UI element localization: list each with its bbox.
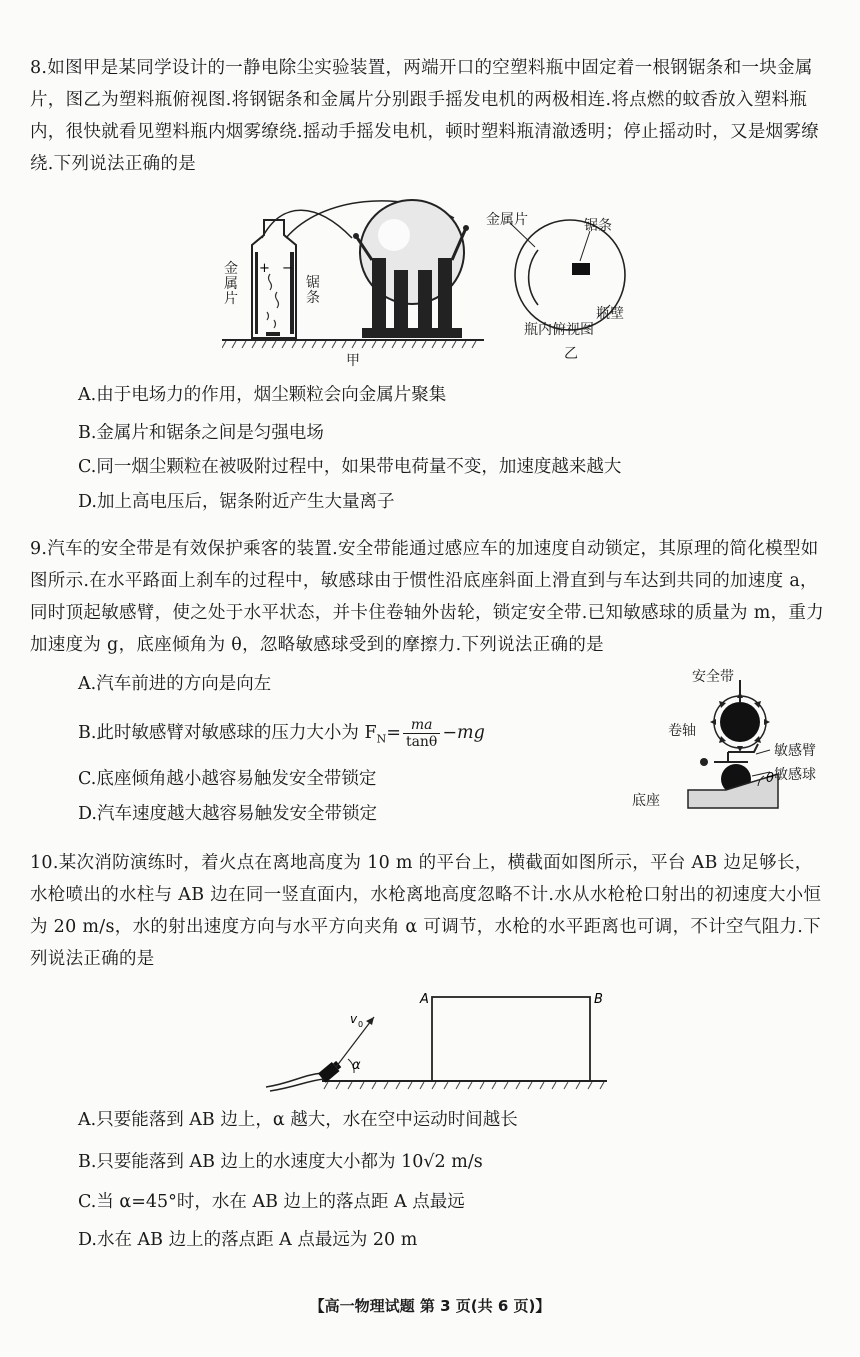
q8-option-b: B.金属片和锯条之间是匀强电场 bbox=[78, 423, 324, 443]
ball-label: 敏感球 bbox=[774, 767, 816, 783]
q8-option-d: D.加上高电压后，锯条附近产生大量离子 bbox=[78, 492, 395, 512]
v0-label: v bbox=[350, 1012, 358, 1026]
q9-option-b-post: −mg bbox=[442, 723, 485, 743]
figure-jia bbox=[222, 190, 484, 370]
q9-option-c: C.底座倾角越小越容易触发安全带锁定 bbox=[78, 769, 377, 789]
q10-option-b: B.只要能落到 AB 边上的水速度大小都为 10√2 m/s bbox=[78, 1152, 483, 1172]
yi-view-label: 瓶内俯视图 bbox=[524, 322, 594, 338]
plus-sign: + bbox=[259, 261, 270, 276]
jia-caption: 甲 bbox=[346, 353, 360, 369]
q10-option-c: C.当 α=45°时，水在 AB 边上的落点距 A 点最远 bbox=[78, 1192, 465, 1212]
jia-saw-label: 锯条 bbox=[306, 275, 320, 306]
question-8-stem: 8.如图甲是某同学设计的一静电除尘实验装置，两端开口的空塑料瓶中固定着一根钢锯条和一块金属片，图乙为塑料瓶俯视图.将钢锯条和金属片分别跟手摇发电机的两极相连.将点燃的蚊香放入塑料瓶内，很快就看见塑料瓶内烟雾缭绕.摇动手摇发电机，顿时塑料瓶清澈透明；停止摇动时，又是烟雾缭绕.下列说法正确的是 bbox=[30, 58, 820, 174]
yi-wall-label: 瓶壁 bbox=[596, 306, 624, 322]
minus-sign: − bbox=[282, 261, 293, 276]
question-9 bbox=[30, 533, 830, 661]
arm-label: 敏感臂 bbox=[774, 743, 816, 759]
point-b-label: B bbox=[594, 992, 603, 1007]
page-footer: 【高一物理试题 第 3 页(共 6 页)】 bbox=[309, 1297, 551, 1315]
q9-option-b: B.此时敏感臂对敏感球的压力大小为 $F_N=$ $\frac{ma}{\tan\theta}$ −mg bbox=[78, 717, 485, 750]
question-9-stem: 9.汽车的安全带是有效保护乘客的装置.安全带能通过感应车的加速度自动锁定，其原理的简化模型如图所示.在水平路面上刹车的过程中，敏感球由于惯性沿底座斜面上滑直到与车达到共同的加速度 a，同时顶起敏感臂，使之处于水平状态，并卡住卷轴外齿轮，锁定安全带.已知敏感球的质量为 m，重力加速度为 g，底座倾角为 θ，忽略敏感球受到的摩擦力.下列说法正确的是 bbox=[30, 539, 825, 655]
yi-metal-label: 金属片 bbox=[486, 212, 528, 228]
base-label: 底座 bbox=[632, 793, 660, 809]
figure-yi bbox=[480, 205, 640, 365]
q10-option-d: D.水在 AB 边上的落点距 A 点最远为 20 m bbox=[78, 1230, 418, 1250]
yi-caption: 乙 bbox=[564, 346, 578, 362]
reel-label: 卷轴 bbox=[668, 723, 696, 739]
jia-metal-label: 金属片 bbox=[224, 261, 238, 307]
question-10-stem: 10.某次消防演练时，着火点在离地高度为 10 m 的平台上，横截面如图所示，平台 AB 边足够长，水枪喷出的水柱与 AB 边在同一竖直面内，水枪离地高度忽略不计.水从水枪枪口射出的初速度大小恒为 20 m/s，水的射出速度方向与水平方向夹角 α 可调节，水枪的水平距离也可调，不计空气阻力.下列说法正确的是 bbox=[30, 853, 822, 969]
figure-seatbelt bbox=[628, 662, 828, 822]
q9-option-b-pre: B.此时敏感臂对敏感球的压力大小为 F bbox=[78, 723, 377, 743]
belt-label: 安全带 bbox=[692, 669, 734, 685]
q8-option-a: A.由于电场力的作用，烟尘颗粒会向金属片聚集 bbox=[78, 385, 447, 405]
theta-label: θ bbox=[766, 771, 774, 786]
q9-option-d: D.汽车速度越大越容易触发安全带锁定 bbox=[78, 804, 377, 824]
fraction-numerator: ma bbox=[403, 717, 440, 734]
alpha-label: α bbox=[352, 1058, 361, 1073]
q9-option-b-sub: N bbox=[376, 732, 387, 746]
q8-option-c: C.同一烟尘颗粒在被吸附过程中，如果带电荷量不变，加速度越来越大 bbox=[78, 457, 622, 477]
question-10 bbox=[30, 847, 830, 975]
fraction bbox=[403, 717, 440, 750]
v0-sub-label: 0 bbox=[358, 1020, 364, 1029]
figure-firefighting bbox=[262, 985, 612, 1095]
yi-saw-label: 锯条 bbox=[584, 218, 612, 234]
q10-option-a: A.只要能落到 AB 边上，α 越大，水在空中运动时间越长 bbox=[78, 1110, 518, 1130]
fraction-denominator: tanθ bbox=[405, 734, 438, 750]
point-a-label: A bbox=[420, 992, 429, 1007]
q9-option-a: A.汽车前进的方向是向左 bbox=[78, 674, 272, 694]
question-8 bbox=[30, 52, 830, 180]
